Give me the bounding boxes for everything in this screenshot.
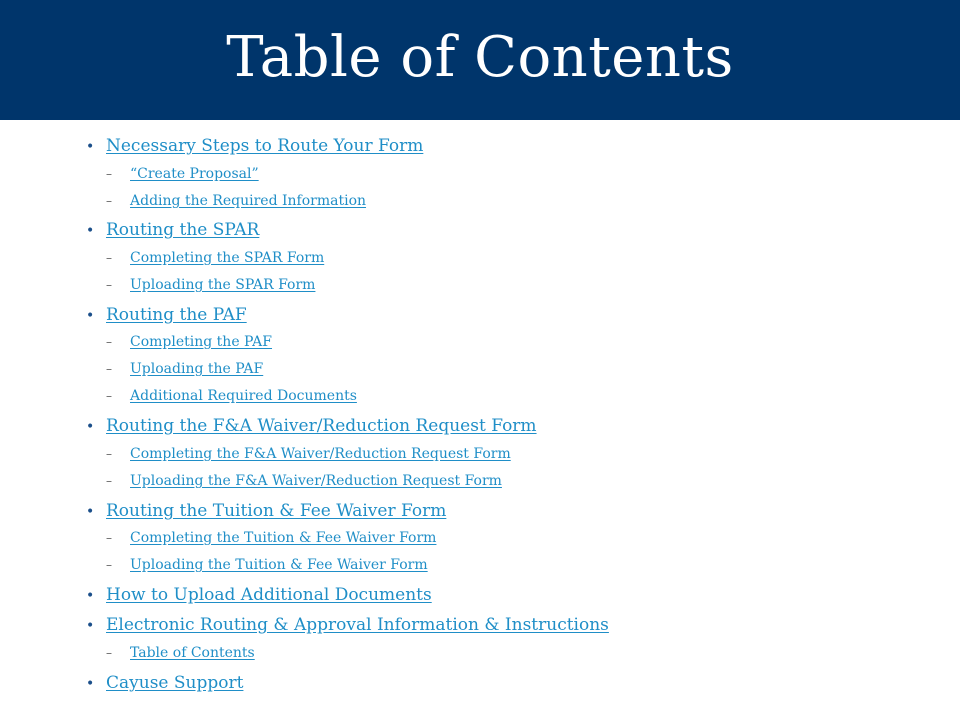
toc-link[interactable]: Necessary Steps to Route Your Form <box>106 136 424 156</box>
bullet-marker: • <box>86 618 95 634</box>
bullet-marker: • <box>86 308 95 324</box>
toc-subitem-completing-spar <box>106 250 324 266</box>
toc-subitem-adding-info <box>106 193 366 209</box>
page-title: Table of Contents <box>226 24 734 90</box>
bullet-marker: • <box>86 419 95 435</box>
bullet-marker: • <box>86 588 95 604</box>
toc-link[interactable]: Routing the F&A Waiver/Reduction Request Form <box>106 416 537 436</box>
toc-link[interactable]: Completing the SPAR Form <box>130 250 325 266</box>
table-of-contents <box>0 120 960 720</box>
toc-subitem-completing-paf <box>106 334 272 350</box>
toc-subitem-completing-fa-waiver <box>106 446 511 462</box>
bullet-marker: • <box>86 139 95 155</box>
toc-subitem-table-of-contents <box>106 645 255 661</box>
toc-item-cayuse-support <box>86 673 243 693</box>
dash-marker: – <box>106 194 112 208</box>
toc-subitem-uploading-fa-waiver <box>106 473 502 489</box>
dash-marker: – <box>106 278 112 292</box>
toc-link[interactable]: Table of Contents <box>130 645 255 661</box>
dash-marker: – <box>106 167 112 181</box>
toc-subitem-completing-tuition-waiver <box>106 530 436 546</box>
toc-item-upload-additional-docs <box>86 585 432 605</box>
dash-marker: – <box>106 447 112 461</box>
toc-item-electronic-routing <box>86 615 609 635</box>
dash-marker: – <box>106 646 112 660</box>
toc-link[interactable]: Uploading the F&A Waiver/Reduction Request Form <box>130 473 502 489</box>
title-banner <box>0 0 960 120</box>
toc-link[interactable]: How to Upload Additional Documents <box>106 585 432 605</box>
dash-marker: – <box>106 389 112 403</box>
bullet-marker: • <box>86 676 95 692</box>
dash-marker: – <box>106 531 112 545</box>
toc-subitem-uploading-spar <box>106 277 315 293</box>
toc-subitem-additional-docs <box>106 388 357 404</box>
toc-link[interactable]: Electronic Routing & Approval Information & Instructions <box>106 615 609 635</box>
toc-link[interactable]: Completing the F&A Waiver/Reduction Request Form <box>130 446 511 462</box>
toc-link[interactable]: Completing the PAF <box>130 334 273 350</box>
dash-marker: – <box>106 474 112 488</box>
toc-item-routing-paf <box>86 305 247 325</box>
bullet-marker: • <box>86 504 95 520</box>
toc-link[interactable]: “Create Proposal” <box>130 166 259 182</box>
toc-link[interactable]: Cayuse Support <box>106 673 244 693</box>
toc-link[interactable]: Uploading the Tuition & Fee Waiver Form <box>130 557 428 573</box>
toc-link[interactable]: Routing the PAF <box>106 305 247 325</box>
dash-marker: – <box>106 558 112 572</box>
toc-item-routing-tuition-waiver <box>86 501 446 521</box>
dash-marker: – <box>106 362 112 376</box>
toc-subitem-uploading-paf <box>106 361 263 377</box>
toc-link[interactable]: Uploading the PAF <box>130 361 264 377</box>
bullet-marker: • <box>86 223 95 239</box>
toc-item-routing-fa-waiver <box>86 416 537 436</box>
toc-item-necessary-steps <box>86 136 423 156</box>
toc-link[interactable]: Completing the Tuition & Fee Waiver Form <box>130 530 437 546</box>
toc-link[interactable]: Routing the Tuition & Fee Waiver Form <box>106 501 447 521</box>
dash-marker: – <box>106 335 112 349</box>
toc-subitem-uploading-tuition-waiver <box>106 557 428 573</box>
toc-item-routing-spar <box>86 220 259 240</box>
dash-marker: – <box>106 251 112 265</box>
toc-link[interactable]: Additional Required Documents <box>130 388 357 404</box>
toc-link[interactable]: Uploading the SPAR Form <box>130 277 316 293</box>
toc-link[interactable]: Routing the SPAR <box>106 220 260 240</box>
toc-subitem-create-proposal <box>106 166 259 182</box>
toc-link[interactable]: Adding the Required Information <box>130 193 367 209</box>
